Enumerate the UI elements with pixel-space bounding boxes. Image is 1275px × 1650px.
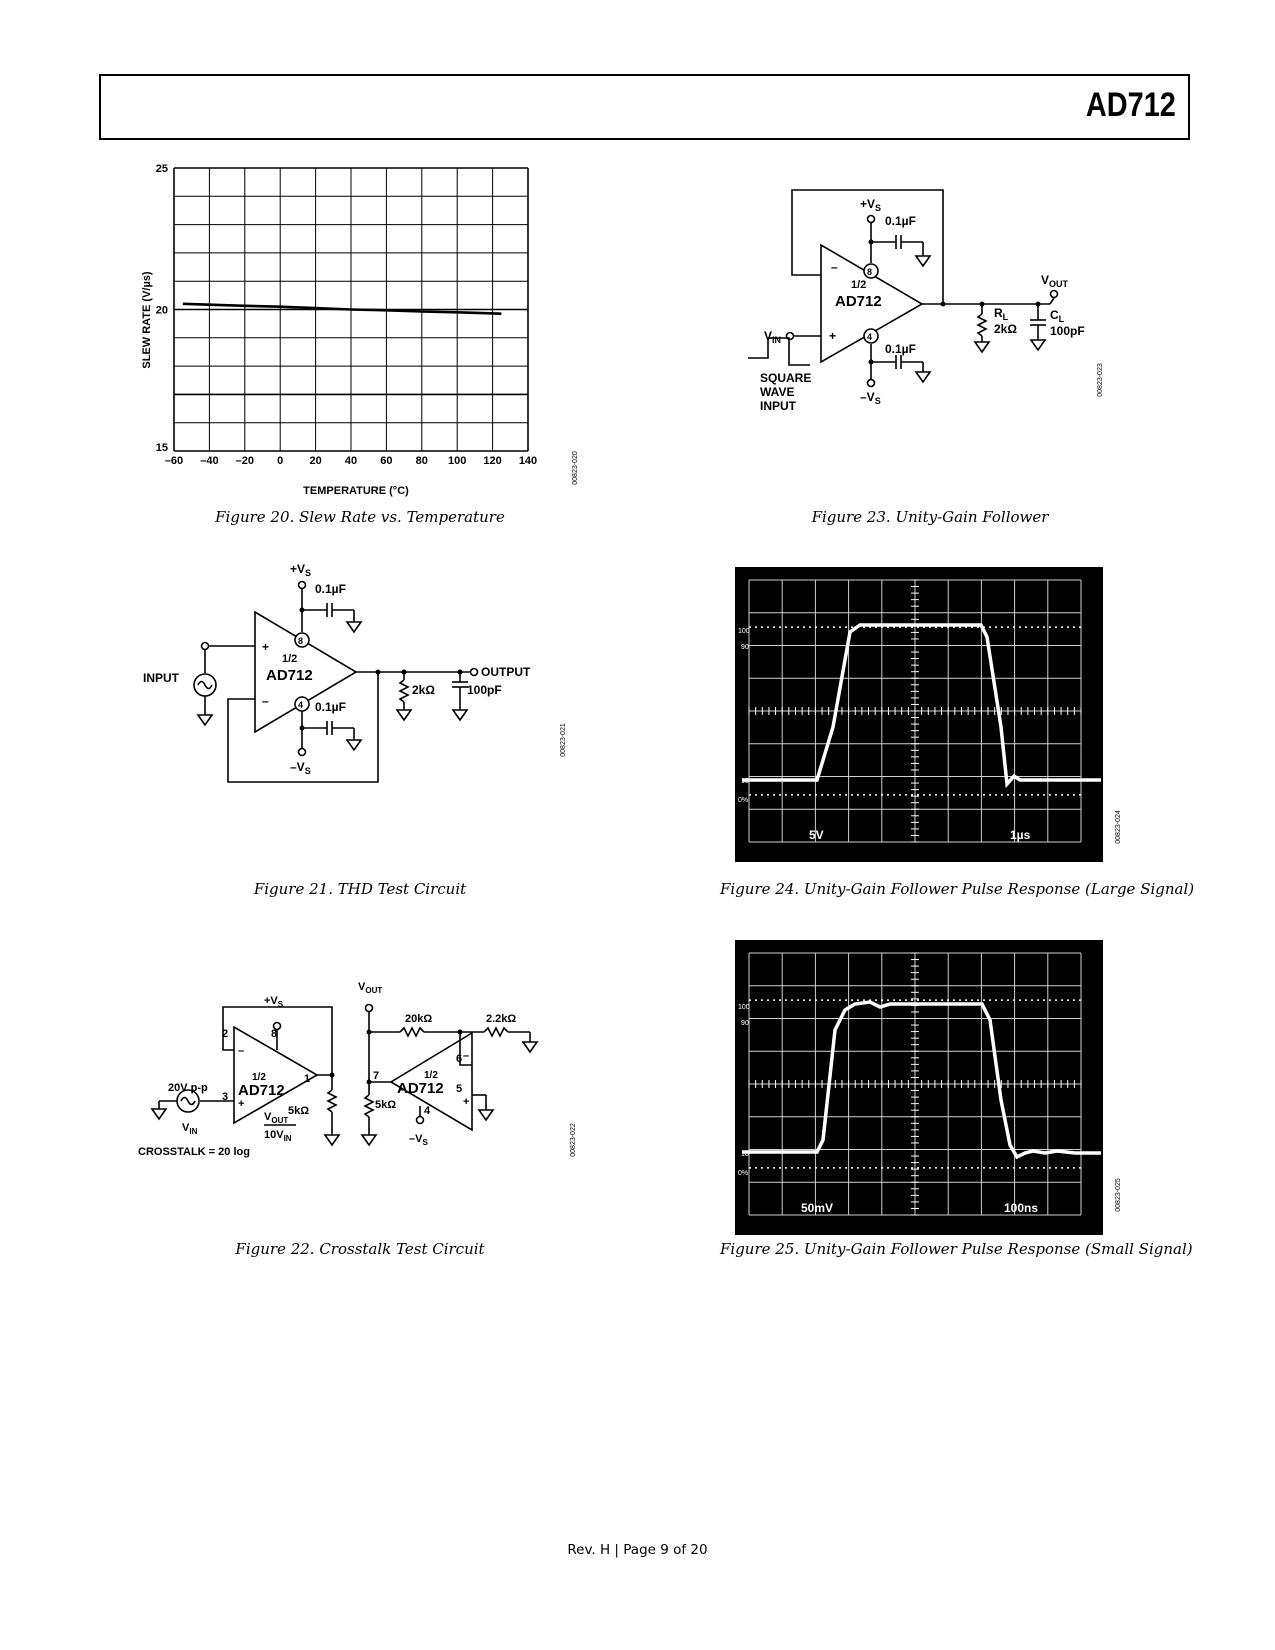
wave-label: WAVE bbox=[760, 385, 795, 399]
resistor-label: 5kΩ bbox=[375, 1099, 397, 1111]
svg-text:10VIN bbox=[264, 1129, 292, 1143]
svg-text:VIN bbox=[764, 329, 781, 345]
plus-sign: + bbox=[463, 1096, 470, 1108]
vin-sub: IN bbox=[189, 1127, 198, 1136]
x-tick-label: 140 bbox=[518, 455, 538, 467]
figure-21-caption: Figure 21. THD Test Circuit bbox=[253, 880, 467, 898]
page-title: AD712 bbox=[1086, 86, 1176, 124]
svg-text:VOUT bbox=[264, 1111, 288, 1125]
pin-label: 4 bbox=[867, 332, 873, 342]
cap-label: 0.1µF bbox=[885, 214, 916, 228]
minus-sign: – bbox=[463, 1050, 470, 1062]
svg-text:–VS bbox=[860, 390, 881, 406]
vs-pos-label: +V bbox=[290, 562, 306, 576]
figure-code: 00823-024 bbox=[1115, 810, 1122, 844]
crosstalk-label: CROSSTALK = 20 log bbox=[138, 1146, 250, 1158]
vs-neg-label: –V bbox=[860, 390, 875, 404]
x-tick-label: –20 bbox=[235, 455, 254, 467]
time-per-div: 100ns bbox=[1004, 1201, 1039, 1215]
vs-pos-label: +V bbox=[264, 995, 278, 1007]
figure-24-scope bbox=[735, 567, 1125, 867]
y-tick-label: 20 bbox=[155, 304, 168, 317]
pin-label: 8 bbox=[867, 267, 873, 277]
level-10: 10 bbox=[741, 1151, 749, 1158]
input-label: INPUT bbox=[143, 671, 179, 685]
figure-20-caption: Figure 20. Slew Rate vs. Temperature bbox=[215, 508, 505, 526]
svg-text:+VS bbox=[860, 197, 881, 213]
half-label: 1/2 bbox=[851, 279, 867, 291]
level-10: 10 bbox=[741, 778, 749, 785]
vs-sub: S bbox=[875, 203, 882, 213]
rl-label: R bbox=[994, 306, 1003, 320]
pin-label: 7 bbox=[373, 1070, 380, 1082]
square-label: SQUARE bbox=[760, 371, 812, 385]
vs-sub: S bbox=[305, 568, 312, 578]
minus-sign: – bbox=[831, 260, 838, 274]
vs-sub: S bbox=[422, 1138, 428, 1147]
vs-sub: S bbox=[304, 766, 311, 776]
level-0: 0% bbox=[738, 797, 749, 804]
vin-label: V bbox=[764, 329, 773, 343]
cl-label: C bbox=[1050, 308, 1059, 322]
svg-text:CL bbox=[1050, 308, 1065, 324]
vs-pos-label: +V bbox=[860, 197, 876, 211]
frac-den: 10V bbox=[264, 1129, 284, 1141]
y-tick-label: 25 bbox=[155, 163, 168, 175]
x-axis-label: TEMPERATURE (°C) bbox=[303, 485, 409, 497]
page-footer: Rev. H | Page 9 of 20 bbox=[567, 1542, 708, 1558]
vin-label: V bbox=[182, 1122, 190, 1134]
half-label: 1/2 bbox=[424, 1070, 438, 1081]
part-label: AD712 bbox=[238, 1082, 285, 1099]
vs-neg-label: –V bbox=[290, 760, 305, 774]
plus-sign: + bbox=[262, 640, 270, 654]
x-tick-label: 60 bbox=[380, 455, 393, 467]
pin-label: 8 bbox=[298, 636, 304, 646]
vs-neg-label: –V bbox=[409, 1133, 423, 1145]
resistor-label: 20kΩ bbox=[405, 1013, 433, 1025]
level-90: 90 bbox=[741, 644, 749, 651]
time-per-div: 1µs bbox=[1010, 828, 1031, 842]
level-90: 90 bbox=[741, 1020, 749, 1027]
cl-sub: L bbox=[1058, 314, 1065, 324]
x-tick-label: 80 bbox=[415, 455, 428, 467]
minus-sign: – bbox=[238, 1045, 245, 1057]
figure-code: 00823-022 bbox=[570, 1123, 577, 1157]
figure-25-caption: Figure 25. Unity-Gain Follower Pulse Response (Small Signal) bbox=[720, 1240, 1193, 1258]
capacitor-label: 100pF bbox=[467, 683, 502, 697]
svg-text:RL bbox=[994, 306, 1009, 322]
svg-text:+VS bbox=[290, 562, 311, 578]
vin-sub: IN bbox=[772, 335, 782, 345]
volts-per-div: 5V bbox=[809, 828, 824, 842]
pin-label: 4 bbox=[424, 1105, 431, 1117]
vout-sub: OUT bbox=[365, 986, 383, 995]
figure-23-circuit bbox=[750, 180, 1120, 430]
x-tick-label: 0 bbox=[277, 455, 284, 467]
pin-label: 8 bbox=[271, 1028, 278, 1040]
figure-code: 00823-020 bbox=[572, 451, 579, 485]
chart-tick-labels bbox=[156, 163, 537, 467]
figure-23-caption: Figure 23. Unity-Gain Follower bbox=[811, 508, 1049, 526]
plus-sign: + bbox=[238, 1098, 245, 1110]
rl-sub: L bbox=[1002, 312, 1009, 322]
figure-22-caption: Figure 22. Crosstalk Test Circuit bbox=[235, 1240, 485, 1258]
figure-22-circuit bbox=[138, 981, 588, 1190]
svg-text:VOUT bbox=[358, 981, 382, 995]
volts-per-div: 50mV bbox=[801, 1201, 834, 1215]
part-label: AD712 bbox=[835, 293, 882, 310]
pin-label: 5 bbox=[456, 1083, 463, 1095]
figure-24-caption: Figure 24. Unity-Gain Follower Pulse Response (Large Signal) bbox=[720, 880, 1195, 898]
output-label: OUTPUT bbox=[481, 665, 531, 679]
frac-den-sub: IN bbox=[283, 1134, 292, 1143]
figure-code: 00823-021 bbox=[560, 723, 567, 757]
svg-text:VOUT bbox=[1041, 273, 1069, 289]
level-100: 100 bbox=[738, 1004, 750, 1011]
pin-label: 6 bbox=[456, 1053, 463, 1065]
source-label: 20V p-p bbox=[168, 1082, 208, 1094]
level-0: 0% bbox=[738, 1170, 749, 1177]
figure-code: 00823-025 bbox=[1115, 1178, 1122, 1212]
minus-sign: – bbox=[262, 694, 269, 708]
figure-code: 00823-023 bbox=[1097, 363, 1104, 397]
resistor-label: 2.2kΩ bbox=[486, 1013, 517, 1025]
page-header bbox=[99, 74, 1190, 140]
half-label: 1/2 bbox=[282, 653, 298, 665]
plus-sign: + bbox=[829, 329, 837, 343]
x-tick-label: 120 bbox=[483, 455, 502, 467]
resistor-label: 2kΩ bbox=[412, 683, 435, 697]
part-label: AD712 bbox=[397, 1080, 444, 1097]
x-tick-label: 40 bbox=[344, 455, 358, 467]
level-100: 100 bbox=[738, 628, 750, 635]
figure-20-chart bbox=[130, 160, 590, 505]
vout-label: V bbox=[1041, 273, 1050, 287]
x-tick-label: –60 bbox=[164, 455, 184, 467]
x-tick-label: –40 bbox=[200, 455, 219, 467]
y-axis-label: SLEW RATE (V/µs) bbox=[141, 271, 153, 369]
input-label: INPUT bbox=[760, 399, 796, 413]
vout-sub: OUT bbox=[1049, 279, 1069, 289]
half-label: 1/2 bbox=[252, 1072, 266, 1083]
cap-label: 0.1µF bbox=[315, 582, 346, 596]
resistor-label: 5kΩ bbox=[288, 1105, 310, 1117]
cap-label: 0.1µF bbox=[885, 342, 916, 356]
svg-text:–VS bbox=[290, 760, 311, 776]
frac-num: V bbox=[264, 1111, 272, 1123]
vs-sub: S bbox=[277, 1000, 284, 1009]
vout-label: V bbox=[358, 981, 366, 993]
pin-label: 4 bbox=[298, 700, 304, 710]
y-tick-label: 15 bbox=[155, 442, 168, 454]
pin-label: 3 bbox=[222, 1091, 229, 1103]
x-tick-label: 20 bbox=[309, 455, 322, 467]
pin-label: 1 bbox=[304, 1073, 311, 1085]
figure-21-circuit bbox=[140, 560, 580, 790]
cap-label: 0.1µF bbox=[315, 700, 346, 714]
svg-text:VIN bbox=[182, 1122, 198, 1136]
frac-num-sub: OUT bbox=[271, 1116, 289, 1125]
svg-text:+VS bbox=[264, 995, 284, 1009]
part-label: AD712 bbox=[266, 667, 313, 684]
vs-sub: S bbox=[874, 396, 881, 406]
rl-value: 2kΩ bbox=[994, 322, 1017, 336]
svg-text:–VS bbox=[409, 1133, 428, 1147]
cl-value: 100pF bbox=[1050, 324, 1085, 338]
figure-25-scope bbox=[735, 940, 1125, 1240]
pin-label: 2 bbox=[222, 1028, 229, 1040]
x-tick-label: 100 bbox=[448, 455, 467, 467]
